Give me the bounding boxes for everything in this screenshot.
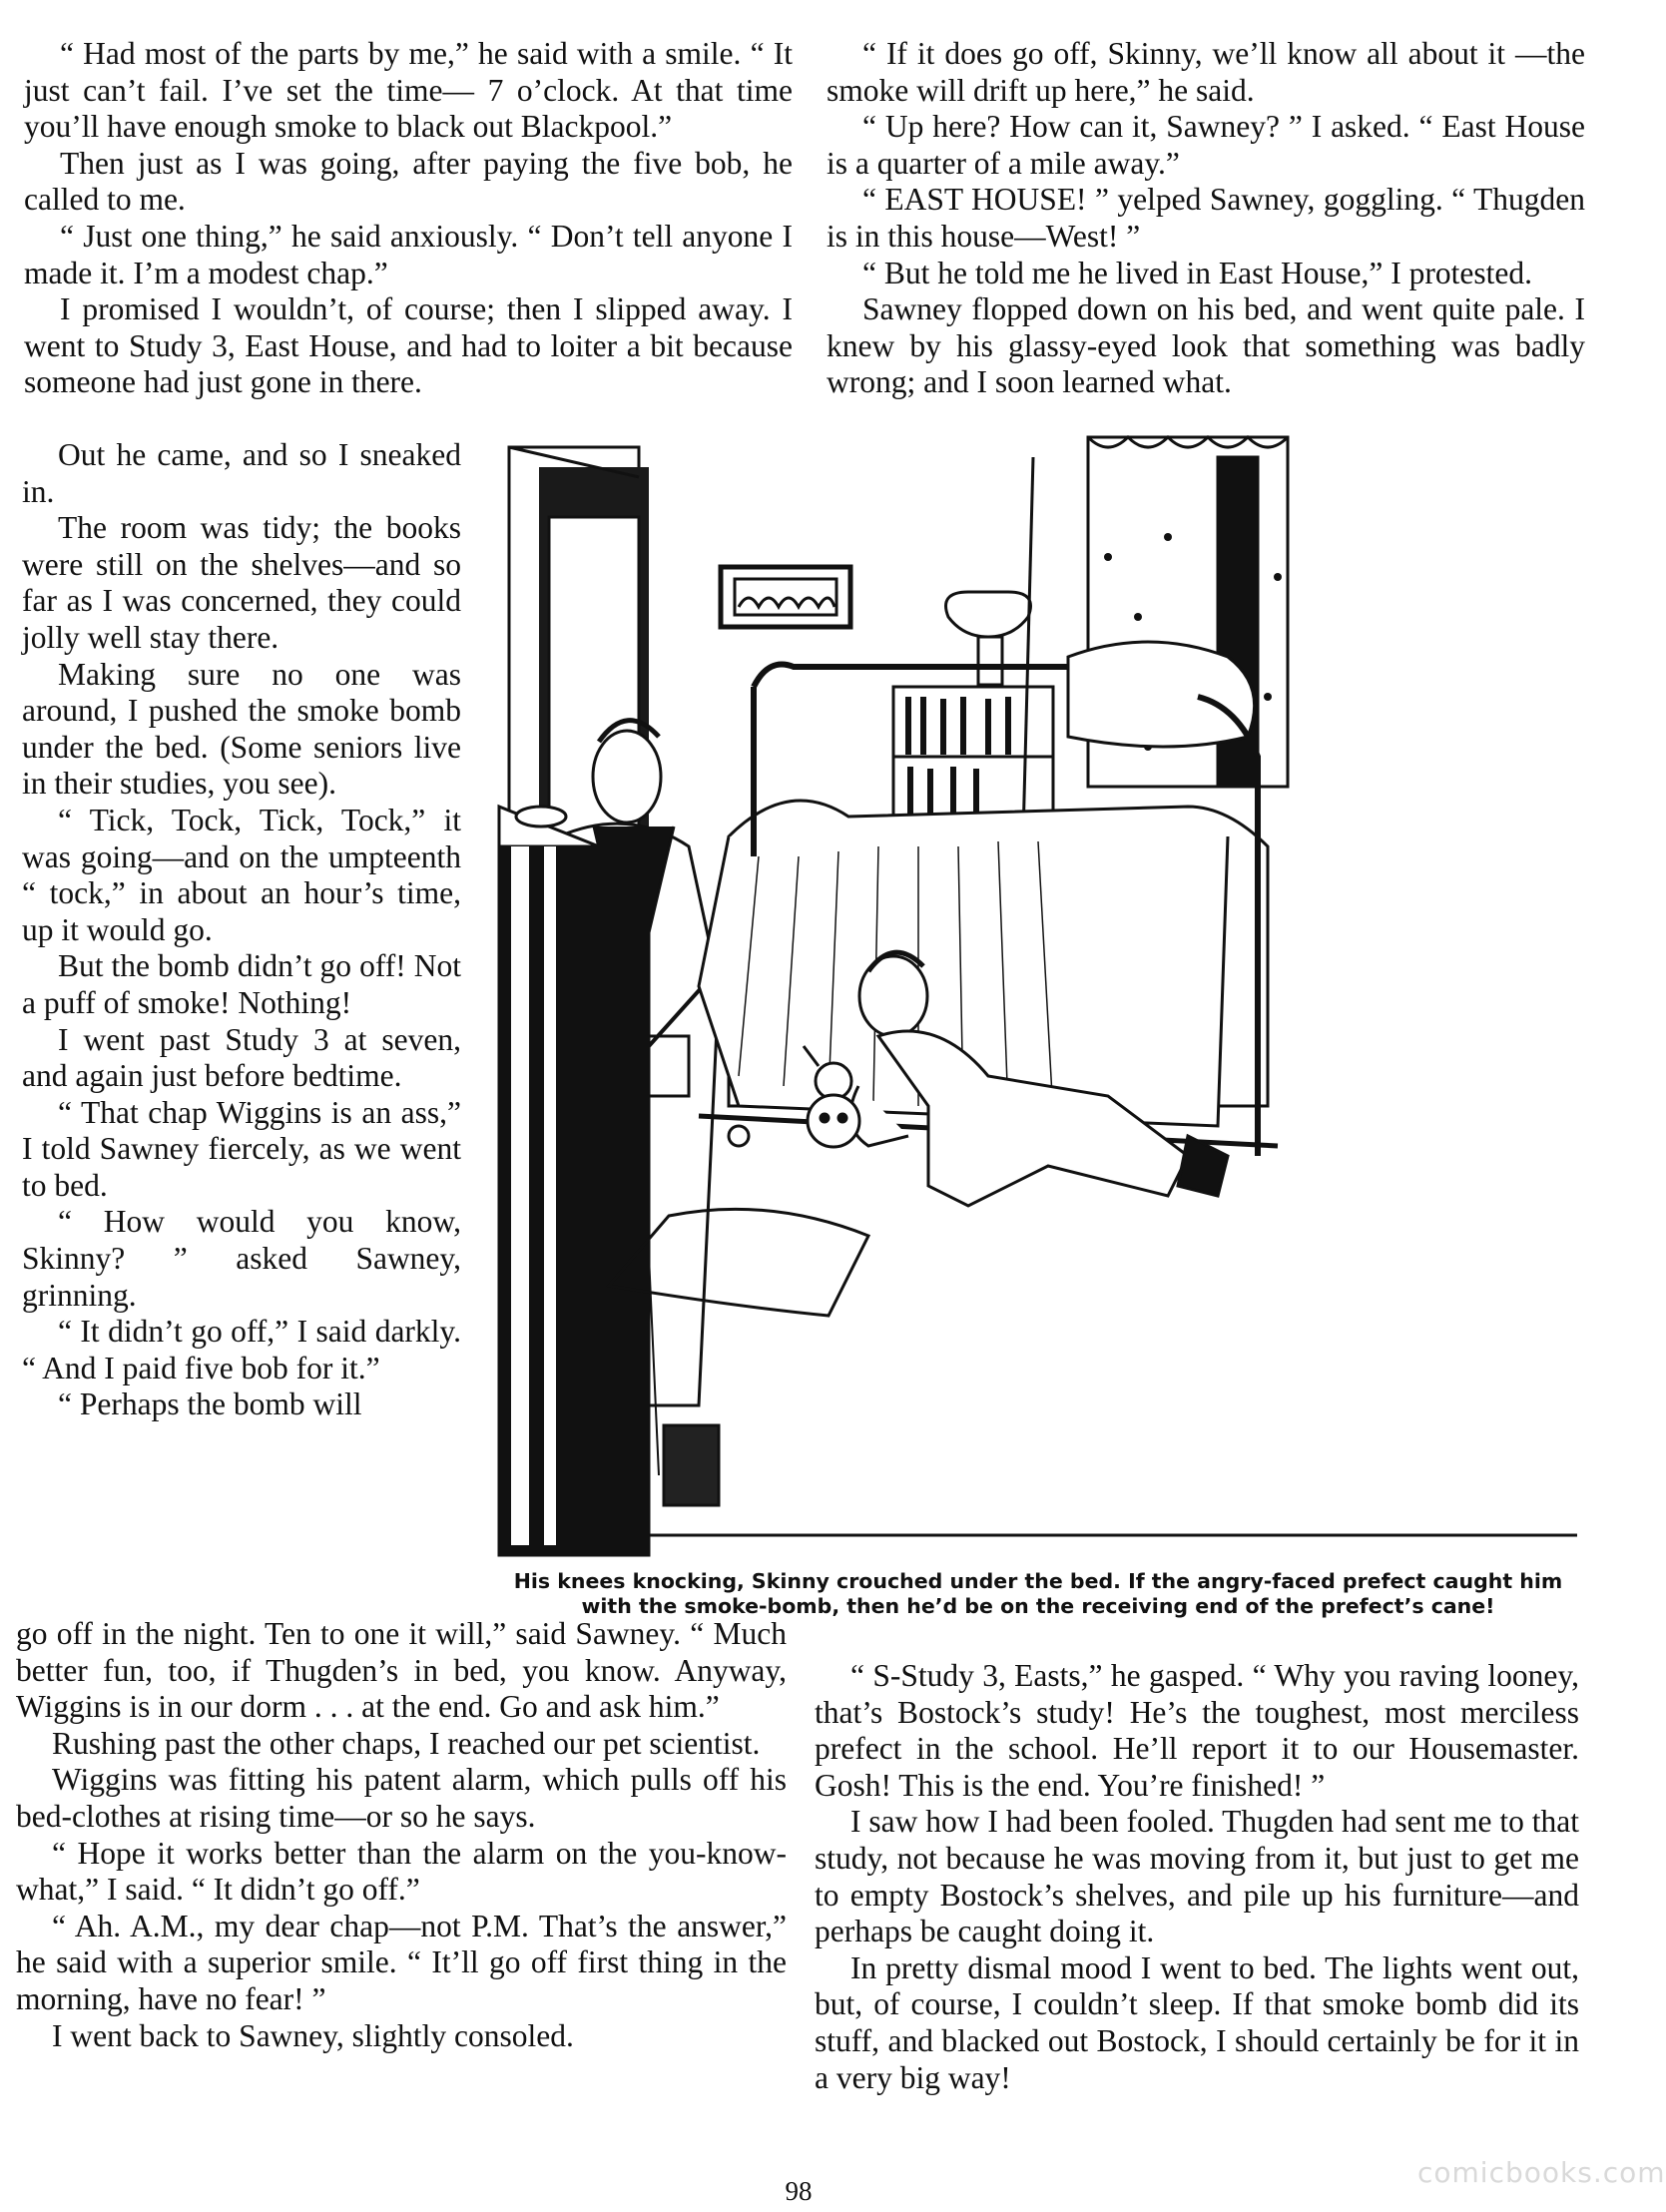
paragraph: Making sure no one was around, I pushed the smoke bomb under the bed. (Some seniors live in their studies, you see). [22, 656, 461, 802]
paragraph: I went back to Sawney, slightly consoled. [52, 2017, 574, 2053]
paragraph: “ Had most of the parts by me,” he said with a smile. “ It just can’t fail. I’ve set the time— 7 o’clock. At that time you’ll have enough smoke to black out Blackpool.” [24, 36, 793, 145]
paragraph: But the bomb didn’t go off! Not a puff of smoke! Nothing! [22, 948, 461, 1020]
paragraph: Then just as I was going, after paying the five bob, he called to me. [24, 145, 793, 218]
framed-picture [721, 567, 850, 627]
left-column-narrow [22, 437, 461, 1423]
page-number: 98 [785, 2176, 813, 2206]
paragraph: “ If it does go off, Skinny, we’ll know all about it —the smoke will drift up here,” he said. [827, 36, 1585, 108]
paragraph: Sawney flopped down on his bed, and went quite pale. I knew by his glassy-eyed look that something was badly wrong; and I soon learned what. [827, 291, 1585, 400]
paragraph: I went past Study 3 at seven, and again just before bedtime. [22, 1021, 461, 1094]
paragraph: “ How would you know, Skinny? ” asked Sawney, grinning. [22, 1204, 461, 1313]
paragraph: I promised I wouldn’t, of course; then I slipped away. I went to Study 3, East House, and had to loiter a bit because someone had just gone in there. [24, 291, 793, 400]
left-column-bottom [16, 1616, 787, 2054]
paragraph: “ Hope it works better than the alarm on the you-know-what,” I said. “ It didn’t go off.” [16, 1835, 787, 1908]
left-column-top [24, 36, 793, 401]
paragraph: I saw how I had been fooled. Thugden had sent me to that study, not because he was moving from it, but just to get me to empty Bostock’s shelves, and pile up his furniture—and perhaps be caught doing it. [815, 1804, 1579, 1949]
illustration-caption: His knees knocking, Skinny crouched under the bed. If the angry-faced prefect caught him with the smoke-bomb, then he’d be on the receiving end of the prefect’s cane! [513, 1569, 1563, 1618]
watermark: comicbooks.com [1417, 2156, 1666, 2189]
paragraph: “ Up here? How can it, Sawney? ” I asked. “ East House is a quarter of a mile away.” [827, 109, 1585, 181]
paragraph: “ It didn’t go off,” I said darkly. “ And I paid five bob for it.” [22, 1314, 461, 1385]
right-column-top [827, 36, 1585, 401]
paragraph: “ Tick, Tock, Tick, Tock,” it was going—and on the umpteenth “ tock,” in about an hour’s time, up it would go. [22, 802, 461, 947]
bedroom-illustration [499, 437, 1577, 1555]
paragraph: Out he came, and so I sneaked in. [22, 437, 461, 509]
paragraph: The room was tidy; the books were still on the shelves—and so far as I was concerned, they could jolly well stay there. [22, 510, 461, 655]
right-column-bottom [815, 1658, 1579, 2096]
paragraph: “ Just one thing,” he said anxiously. “ Don’t tell anyone I made it. I’m a modest chap.” [24, 218, 793, 290]
paragraph: “ But he told me he lived in East House,” I protested. [862, 255, 1532, 290]
paragraph: “ S-Study 3, Easts,” he gasped. “ Why you raving looney, that’s Bostock’s study! He’s the toughest, most merciless prefect in the school. He’ll report it to our Housemaster. Gosh! This is the end. You’re finished! ” [815, 1658, 1579, 1803]
paragraph: Rushing past the other chaps, I reached our pet scientist. [52, 1725, 761, 1761]
paragraph: In pretty dismal mood I went to bed. The lights went out, but, of course, I couldn’t sleep. If that smoke bomb did its stuff, and blacked out Bostock, I should certainly be for it in a very big way! [815, 1949, 1579, 2095]
paragraph: “ EAST HOUSE! ” yelped Sawney, goggling. “ Thugden is in this house—West! ” [827, 182, 1585, 254]
paragraph: Wiggins was fitting his patent alarm, which pulls off his bed-clothes at rising time—or so he says. [16, 1762, 787, 1834]
paragraph: “ That chap Wiggins is an ass,” I told Sawney fiercely, as we went to bed. [22, 1094, 461, 1203]
paragraph: go off in the night. Ten to one it will,” said Sawney. “ Much better fun, too, if Thugden’s in bed, you know. Anyway, Wiggins is in our dorm . . . at the end. Go and ask him.” [16, 1616, 787, 1725]
desk [499, 807, 649, 1555]
paragraph: “ Perhaps the bomb will [58, 1386, 362, 1422]
paragraph: “ Ah. A.M., my dear chap—not P.M. That’s the answer,” he said with a superior smile. “ It’ll go off first thing in the morning, have no fear! ” [16, 1908, 787, 2016]
